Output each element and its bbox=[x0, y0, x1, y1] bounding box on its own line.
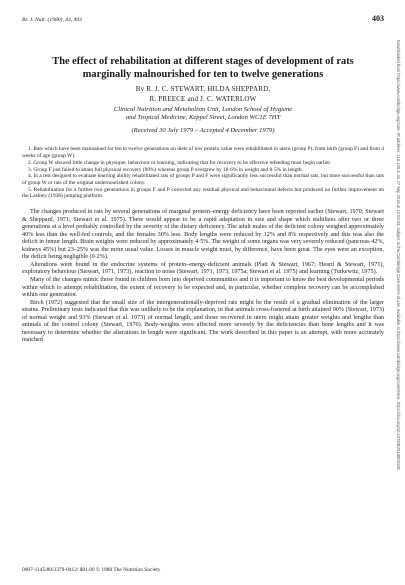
abstract-point: 1. Rats which have been maintained for ten to twelve generations on diets of low protein value were rehabilitated in utero (group P), from birth (group F) and from 4 weeks of age (group W). bbox=[22, 146, 384, 160]
affiliation-line-1: Clinical Nutrition and Metabolism Unit, London School of Hygiene bbox=[113, 106, 293, 113]
body-paragraph: Many of the changes mimic those found in children born into deprived communities and it is important to know the best developmental periods within which to attempt rehabilitation, the extent of recovery to be expected and, in particular, whether complete recovery can be accomplished within one generation. bbox=[22, 276, 384, 299]
authors-line-1: By R. J. C. STEWART, HILDA SHEPPARD, bbox=[135, 85, 271, 93]
affiliation bbox=[22, 106, 384, 122]
body-text bbox=[22, 209, 384, 345]
received-dates: (Received 30 July 1979 – Accepted 4 December 1979) bbox=[131, 127, 275, 135]
affiliation-line-2: and Tropical Medicine, Keppel Street, London WC1E 7HT bbox=[125, 114, 281, 122]
body-paragraph: Birch (1972) suggested that the small size of the intergenerationally-deprived rats might be the result of a gradual elimination of the larger strains. Preliminary tests indicated that this was unlikely to be the explanation, in that animals cross-fostered at birth attained 90% (Stewart, 1973) of normal weight and 93% (Stewart et al. 1973) of normal length, and those recovered in utero might attain greater weights and lengths than animals of the control colony (Stewart, 1976). Body-weights were affected more severely by the deficiencies than bone lengths and it was necessary to determine whether the alterations in length were significant. The work described in this paper is an attempt, with more accurately matched bbox=[22, 299, 384, 344]
article-title: The effect of rehabilitation at different stages of development of rats marginally malnourished for ten to twelve generations bbox=[52, 56, 354, 80]
running-header bbox=[22, 14, 384, 30]
author-list bbox=[22, 85, 384, 104]
paper-page bbox=[22, 14, 384, 579]
abstract-point: 2. Group W showed little change in physique, behaviour or learning, indicating that for recovery to be effective refeeding must begin earlier. bbox=[28, 159, 332, 166]
body-paragraph: The changes produced in rats by several generations of marginal protein–energy deficiency have been reported earlier (Stewart, 1970; Stewart & Sheppard, 1971; Stewart et al. 1975). There would appear to be a rapid adaptation in size and shape which stabilizes after two or three generations at a level probably controlled by the severity of the dietary deficiency. The adult males of the deficient colony weighed approximately 40% less than the well-fed controls, and the females 30% less. Body lengths were reduced by 12% and 8% respectively and this was also the deficit in femur length. Brain weights were reduced by approximately 4·5%. The weight of some organs was very severely reduced (pancreas 42%, kidneys 45%) but 23–25% was the more usual value. Losses in muscle weight must, by difference, have been great. The eyes were an exception, the deficit being negligible (0·2%). bbox=[22, 209, 384, 261]
abstract-point: 4. In a test designed to evaluate learning ability rehabilitated rats of groups P and F were significantly less successful than normal rats, but more successful than rats of group W or rats of the original undernourished colony. bbox=[22, 173, 384, 186]
copyright-footer: 0007-1145/80/3379-0412/ $01.00 © 1980 The Nutrition Society bbox=[22, 567, 161, 573]
page-number: 403 bbox=[372, 14, 384, 23]
abstract-point: 3. Group F just failed to attain full physical recovery (90%) whereas group P overgrew by 18·6% in weight and 8·5% in length. bbox=[28, 166, 303, 173]
abstract-point: 5. Rehabilitation for a further two generations in groups F and P corrected any residual physical and behavioural defects but produced no further improvement on the Lashley (1938) jumping platform. bbox=[22, 186, 384, 200]
abstract bbox=[22, 146, 384, 200]
download-watermark: Downloaded from https://www.cambridge.org/core. IP address: 115.135.4. on 27 Sep 2019 at 12:03:34, subject to the Cambridge Core terms of use, available at https://www.cambridge.org/core/terms. https://doi.org/10.1079/BJN19800108 bbox=[396, 40, 401, 470]
journal-citation: Br. J. Nutr. (1980), 43, 403 bbox=[22, 17, 82, 23]
body-paragraph: Alterations were found in the endocrine systems of protein–energy-deficient animals (Platt & Stewart, 1967; Heard & Stewart, 1971), exploratory behaviour (Stewart, 1971, 1973), reaction to noise (Stewart, 1971, 1973, 1975a; Stewart et al. 1975) and learning (Turkewitz, 1975). bbox=[22, 261, 384, 276]
authors-line-2: R. PREECE and J. C. WATERLOW bbox=[149, 94, 257, 103]
